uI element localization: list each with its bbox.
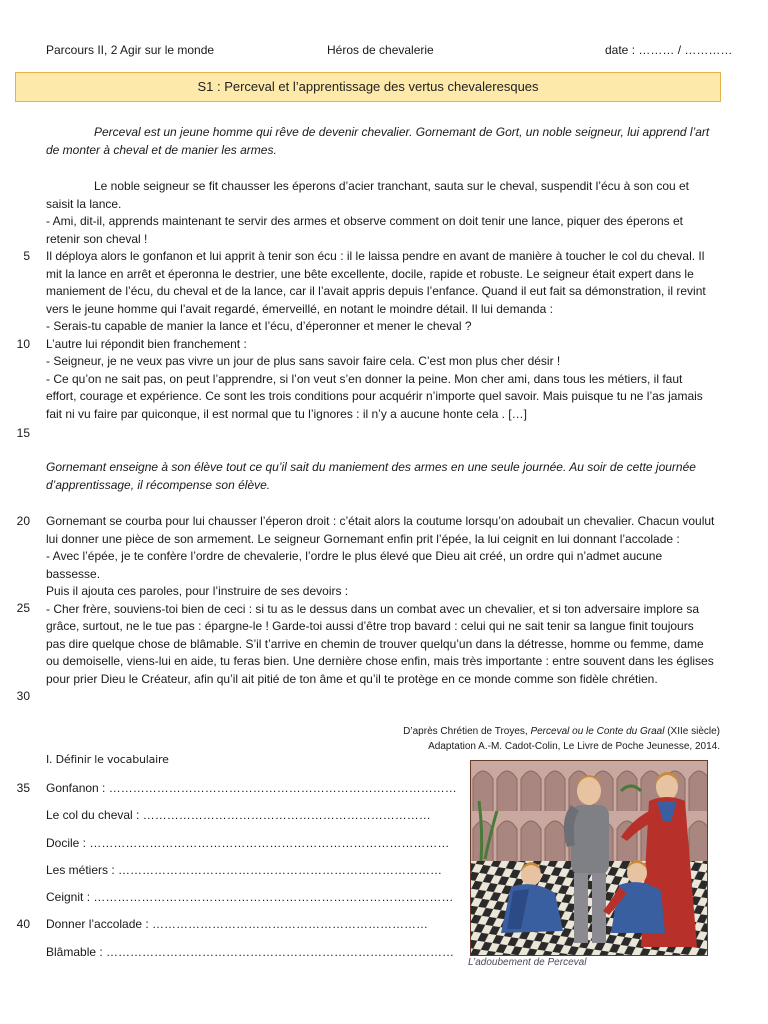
- header-course: Parcours II, 2 Agir sur le monde: [46, 43, 215, 57]
- passage-paragraph: L’autre lui répondit bien franchement :: [46, 336, 247, 351]
- medieval-miniature-image: [471, 761, 707, 955]
- passage-paragraph: Puis il ajouta ces paroles, pour l’instruire de ses devoirs :: [46, 584, 349, 598]
- passage-paragraph: Gornemant se courba pour lui chausser l’éperon droit : c’était alors la coutume lorsqu’on adoubait un chevalier. Chacun voulut lui donner une pièce de son armement. Le seigneur Gornemant enfin prit l’épée, la lui ceignit en lui donnant l’accolade :: [46, 514, 715, 546]
- intro-text-2: Gornemant enseigne à son élève tout ce qu’il sait du maniement des armes en une seule journée. Au soir de cette journée d’apprentissage, il récompense son élève.: [46, 460, 696, 492]
- line-number: 30: [16, 689, 30, 703]
- passage-paragraph: - Seigneur, je ne veux pas vivre un jour de plus sans savoir faire cela. C’est mon plus cher désir !: [46, 354, 561, 368]
- source-century: (XIIe siècle): [664, 726, 720, 737]
- line-number: 40: [16, 917, 30, 931]
- figure-caption: L’adoubement de Perceval: [468, 957, 587, 968]
- line-number: 15: [16, 426, 30, 440]
- session-title: S1 : Perceval et l’apprentissage des vertus chevaleresques: [197, 79, 539, 94]
- source-citation: [403, 724, 720, 754]
- session-title-banner: [15, 72, 721, 102]
- vocab-item-ceignit: Ceignit : ………………………………………………………………………………: [46, 890, 454, 904]
- source-author: D’après Chrétien de Troyes,: [403, 726, 531, 737]
- line-number: 5: [23, 249, 30, 263]
- intro-paragraph-2: [46, 459, 716, 494]
- vocab-item-metiers: Les métiers : ………………………………………………………………………: [46, 863, 443, 877]
- line-number: 25: [16, 601, 30, 615]
- source-line-1: [403, 724, 720, 739]
- vocab-item-accolade: Donner l’accolade : ……………………………………………………………: [46, 917, 429, 931]
- passage-paragraph: - Cher frère, souviens-toi bien de ceci : si tu as le dessus dans un combat avec un chevalier, et si ton adversaire implore sa grâce, surtout, ne le tue pas : épargne-le ! Garde-toi aussi d’être trop bavard : celui qui ne sait tenir sa langue finit toujours pas dire quelque chose de blâmable. S’il t’arrive en chemin de trouver quelqu’un dans la détresse, homme ou femme, dame ou demoiselle, viens-lui en aide, tu feras bien. Une dernière chose enfin, mais très importante : entre souvent dans les églises pour prier Dieu le Créateur, afin qu’il ait pitié de ton âme et qu’il te protège en ce monde comme son fidèle chrétien.: [46, 601, 714, 686]
- intro-paragraph-1: [46, 124, 716, 159]
- passage-paragraph: - Serais-tu capable de manier la lance et l’écu, d’éperonner et mener le cheval ?: [46, 319, 472, 333]
- source-work-title: Perceval ou le Conte du Graal: [530, 726, 665, 737]
- vocab-item-gonfanon: Gonfanon : ……………………………………………………………………………: [46, 781, 457, 795]
- source-line-2: Adaptation A.-M. Cadot-Colin, Le Livre de Poche Jeunesse, 2014.: [428, 741, 720, 752]
- vocab-item-blamable: Blâmable : ……………………………………………………………………………: [46, 945, 455, 959]
- passage-paragraph: - Ami, dit-il, apprends maintenant te servir des armes et observe comment on doit tenir une lance, piquer des éperons et retenir son cheval !: [46, 214, 683, 246]
- vocab-item-docile: Docile : ………………………………………………………………………………: [46, 836, 450, 850]
- passage-paragraph: - Avec l’épée, je te confère l’ordre de chevalerie, l’ordre le plus élevé que Dieu ait créé, un ordre qui n’admet aucune bassesse.: [46, 549, 663, 581]
- passage-paragraph: - Ce qu’on ne sait pas, on peut l’apprendre, si l’on veut s’en donner la peine. Mon cher ami, dans tous les métiers, il faut effort, courage et expérience. Ce sont les trois conditions pour acquérir n’importe quel savoir. Mais puisque tu ne l’as jamais fait ni vu faire par quiconque, il est normal que tu l’ignores : il n’y a aucune honte cela . […]: [46, 371, 703, 421]
- vocabulary-section-title: I. Définir le vocabulaire: [46, 753, 169, 766]
- page-header: [46, 43, 733, 59]
- passage-paragraph: Le noble seigneur se fit chausser les éperons d’acier tranchant, sauta sur le cheval, suspendit l’écu à son cou et saisit la lance.: [46, 179, 690, 211]
- dubbing-illustration: [470, 760, 708, 956]
- header-theme: Héros de chevalerie: [327, 43, 434, 57]
- line-number: 10: [16, 337, 30, 351]
- vocab-item-col-du-cheval: Le col du cheval : ………………………………………………………………: [46, 808, 431, 822]
- passage-2: [46, 513, 716, 688]
- header-date: date : ……… / …………: [605, 43, 733, 57]
- passage-paragraph: Il déploya alors le gonfanon et lui apprit à tenir son écu : il le laissa pendre en avant de manière à toucher le col du cheval. Il mit la lance en arrêt et éperonna le destrier, une bête excellente, docile, rapide et robuste. Le seigneur était expert dans le maniement de l’écu, du cheval et de la lance, car il l’avait appris depuis l’enfance. Quand il eut fait sa démonstration, il revint vers le jeune homme qui l’avait regardé, émerveillé, en notant le moindre détail. Il lui demanda :: [46, 249, 706, 316]
- passage-1: [46, 178, 716, 423]
- intro-text-1: Perceval est un jeune homme qui rêve de devenir chevalier. Gornemant de Gort, un noble seigneur, lui apprend l’art de monter à cheval et de manier les armes.: [46, 125, 710, 157]
- line-number: 35: [16, 781, 30, 795]
- line-number: 20: [16, 514, 30, 528]
